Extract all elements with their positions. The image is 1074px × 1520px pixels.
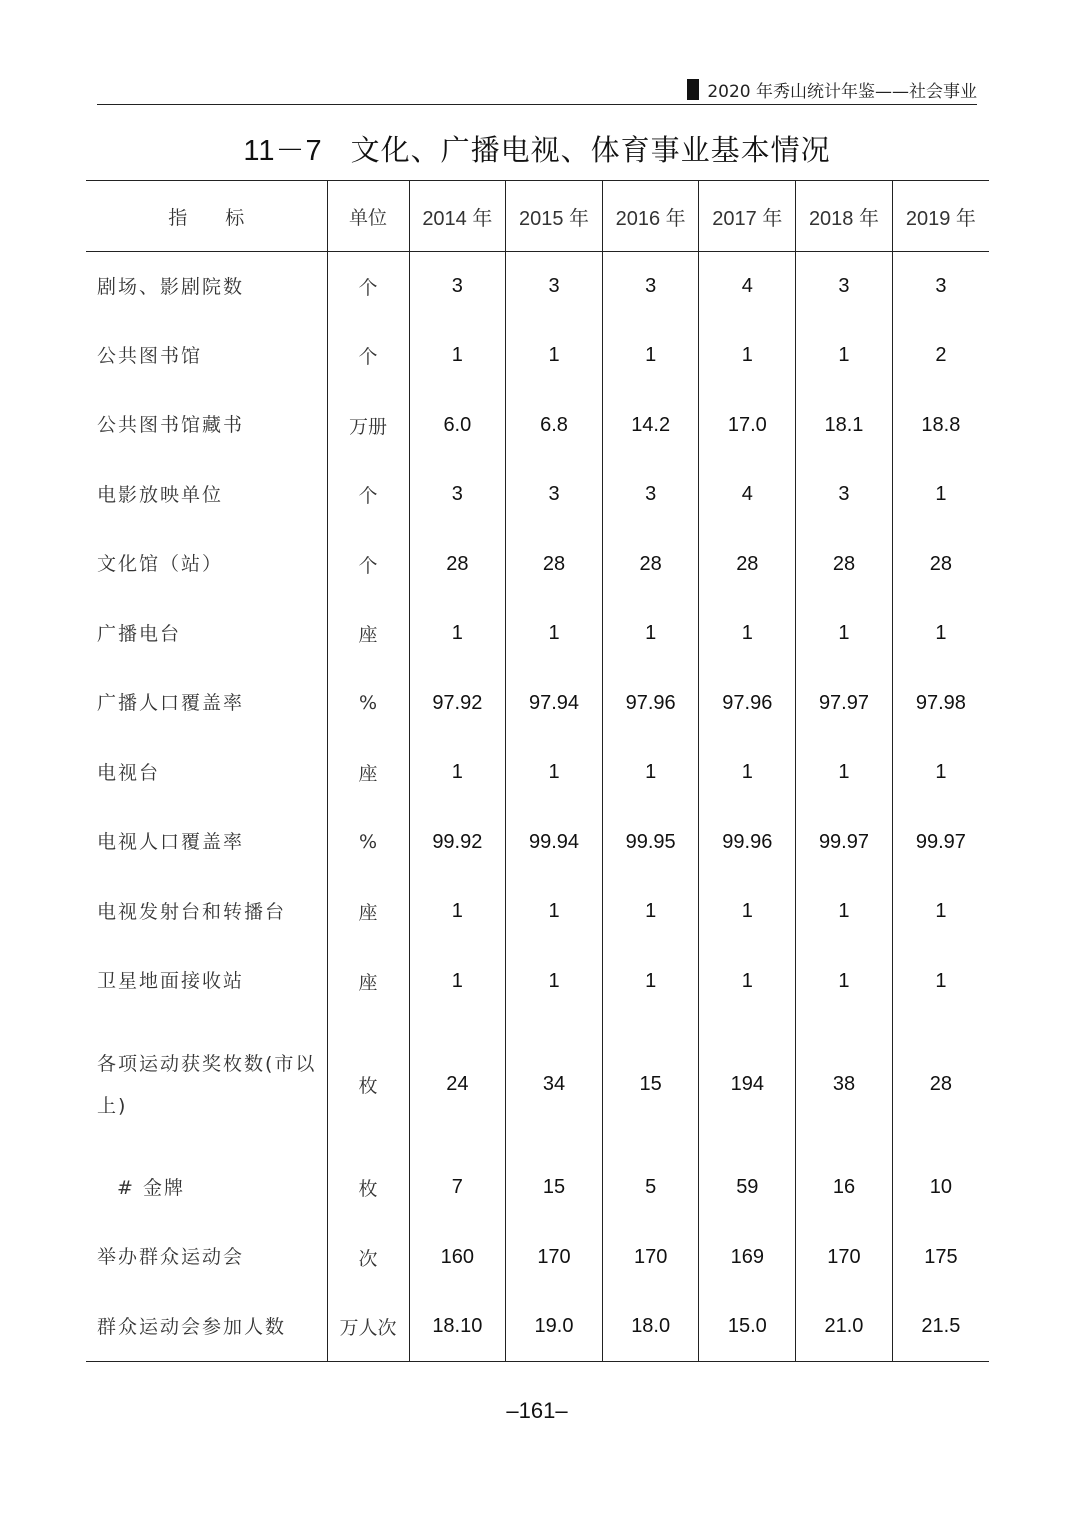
cell-value: 18.1 (796, 391, 893, 461)
table-row (86, 738, 989, 808)
row-unit: % (327, 808, 409, 878)
cell-value: 4 (699, 460, 796, 530)
row-label: 电视发射台和转播台 (97, 900, 287, 923)
cell-value: 3 (506, 460, 603, 530)
row-label: 公共图书馆 (97, 344, 203, 367)
table-row (86, 460, 989, 530)
row-label-cell (86, 1153, 327, 1223)
cell-value: 3 (796, 460, 893, 530)
header-marker-block (687, 79, 699, 100)
table-row (86, 321, 989, 391)
cell-value: 170 (796, 1223, 893, 1293)
cell-value: 2 (892, 321, 989, 391)
cell-value: 1 (699, 321, 796, 391)
cell-value: 18.10 (409, 1292, 506, 1362)
cell-value: 1 (796, 947, 893, 1017)
row-label: 电影放映单位 (97, 483, 224, 506)
cell-value: 99.94 (506, 808, 603, 878)
cell-value: 3 (796, 252, 893, 322)
table-row (86, 391, 989, 461)
cell-value: 38 (796, 1016, 893, 1153)
row-unit: 万册 (327, 391, 409, 461)
cell-value: 15 (602, 1016, 699, 1153)
cell-value: 1 (892, 947, 989, 1017)
column-header-year: 2015 年 (506, 181, 603, 252)
table-row (86, 877, 989, 947)
cell-value: 14.2 (602, 391, 699, 461)
table-row (86, 530, 989, 600)
cell-value: 1 (602, 321, 699, 391)
row-unit: 座 (327, 599, 409, 669)
cell-value: 99.97 (892, 808, 989, 878)
row-label: 举办群众运动会 (97, 1246, 245, 1269)
row-unit: 座 (327, 738, 409, 808)
row-label: 电视台 (97, 761, 161, 784)
cell-value: 1 (409, 321, 506, 391)
row-unit: 枚 (327, 1016, 409, 1153)
table-title (0, 128, 1074, 169)
cell-value: 1 (506, 877, 603, 947)
cell-value: 21.0 (796, 1292, 893, 1362)
row-unit: 次 (327, 1223, 409, 1293)
cell-value: 99.92 (409, 808, 506, 878)
row-unit: 个 (327, 460, 409, 530)
cell-value: 1 (506, 599, 603, 669)
cell-value: 59 (699, 1153, 796, 1223)
table-row (86, 669, 989, 739)
table-row (86, 252, 989, 322)
cell-value: 1 (602, 599, 699, 669)
column-header-unit: 单位 (327, 181, 409, 252)
cell-value: 1 (796, 877, 893, 947)
cell-value: 3 (409, 252, 506, 322)
table-header-row (86, 181, 989, 252)
cell-value: 1 (602, 877, 699, 947)
cell-value: 99.95 (602, 808, 699, 878)
cell-value: 170 (602, 1223, 699, 1293)
statistics-table (86, 180, 989, 1362)
row-label: 公共图书馆藏书 (97, 414, 245, 437)
row-unit: 座 (327, 947, 409, 1017)
cell-value: 17.0 (699, 391, 796, 461)
cell-value: 15.0 (699, 1292, 796, 1362)
cell-value: 28 (602, 530, 699, 600)
cell-value: 194 (699, 1016, 796, 1153)
cell-value: 24 (409, 1016, 506, 1153)
cell-value: 16 (796, 1153, 893, 1223)
cell-value: 1 (892, 599, 989, 669)
cell-value: 1 (699, 738, 796, 808)
table-row (86, 1016, 989, 1153)
row-label: 广播人口覆盖率 (97, 692, 245, 715)
cell-value: 1 (409, 599, 506, 669)
cell-value: 1 (796, 321, 893, 391)
cell-value: 1 (409, 738, 506, 808)
table-row (86, 1153, 989, 1223)
cell-value: 28 (699, 530, 796, 600)
row-unit: 个 (327, 530, 409, 600)
cell-value: 18.8 (892, 391, 989, 461)
table-title-text: 文化、广播电视、体育事业基本情况 (350, 133, 831, 167)
header-text: 2020 年秀山统计年鉴——社会事业 (707, 81, 977, 102)
cell-value: 21.5 (892, 1292, 989, 1362)
row-label: 卫星地面接收站 (97, 970, 245, 993)
cell-value: 3 (602, 252, 699, 322)
cell-value: 99.96 (699, 808, 796, 878)
cell-value: 1 (506, 738, 603, 808)
cell-value: 7 (409, 1153, 506, 1223)
cell-value: 28 (892, 530, 989, 600)
cell-value: 1 (409, 877, 506, 947)
cell-value: 1 (699, 599, 796, 669)
cell-value: 5 (602, 1153, 699, 1223)
row-unit: % (327, 669, 409, 739)
cell-value: 3 (892, 252, 989, 322)
page-number: –161– (506, 1398, 568, 1423)
table-row (86, 1292, 989, 1362)
cell-value: 28 (506, 530, 603, 600)
row-label: 电视人口覆盖率 (97, 831, 245, 854)
cell-value: 1 (892, 877, 989, 947)
row-label: 群众运动会参加人数 (86, 1292, 327, 1362)
row-label: 文化馆（站） (97, 553, 224, 576)
table-row (86, 808, 989, 878)
cell-value: 28 (892, 1016, 989, 1153)
cell-value: 18.0 (602, 1292, 699, 1362)
row-label: # 金牌 (117, 1176, 185, 1199)
cell-value: 97.96 (602, 669, 699, 739)
column-header-year: 2014 年 (409, 181, 506, 252)
row-label: 各项运动获奖枚数(市以上) (97, 1052, 317, 1117)
cell-value: 175 (892, 1223, 989, 1293)
cell-value: 1 (892, 460, 989, 530)
table-number: 11－7 (243, 135, 323, 167)
table-row (86, 947, 989, 1017)
cell-value: 1 (796, 599, 893, 669)
row-unit: 枚 (327, 1153, 409, 1223)
cell-value: 1 (699, 947, 796, 1017)
cell-value: 6.0 (409, 391, 506, 461)
table-row (86, 1223, 989, 1293)
column-header-year: 2016 年 (602, 181, 699, 252)
table-row (86, 599, 989, 669)
cell-value: 15 (506, 1153, 603, 1223)
running-header (97, 74, 977, 105)
cell-value: 19.0 (506, 1292, 603, 1362)
cell-value: 169 (699, 1223, 796, 1293)
column-header-year: 2019 年 (892, 181, 989, 252)
column-header-indicator: 指 标 (86, 181, 327, 252)
row-label: 剧场、影剧院数 (97, 275, 245, 298)
cell-value: 97.96 (699, 669, 796, 739)
row-unit: 座 (327, 877, 409, 947)
cell-value: 1 (892, 738, 989, 808)
cell-value: 3 (506, 252, 603, 322)
cell-value: 1 (409, 947, 506, 1017)
cell-value: 6.8 (506, 391, 603, 461)
cell-value: 1 (506, 321, 603, 391)
cell-value: 1 (796, 738, 893, 808)
cell-value: 3 (409, 460, 506, 530)
cell-value: 1 (699, 877, 796, 947)
cell-value: 34 (506, 1016, 603, 1153)
column-header-year: 2018 年 (796, 181, 893, 252)
row-unit: 个 (327, 252, 409, 322)
cell-value: 28 (796, 530, 893, 600)
column-header-year: 2017 年 (699, 181, 796, 252)
cell-value: 97.98 (892, 669, 989, 739)
cell-value: 99.97 (796, 808, 893, 878)
cell-value: 3 (602, 460, 699, 530)
cell-value: 97.94 (506, 669, 603, 739)
row-unit: 万人次 (327, 1292, 409, 1362)
cell-value: 97.92 (409, 669, 506, 739)
cell-value: 97.97 (796, 669, 893, 739)
cell-value: 10 (892, 1153, 989, 1223)
row-label: 广播电台 (97, 622, 182, 645)
cell-value: 1 (602, 947, 699, 1017)
cell-value: 28 (409, 530, 506, 600)
cell-value: 1 (506, 947, 603, 1017)
cell-value: 170 (506, 1223, 603, 1293)
cell-value: 1 (602, 738, 699, 808)
row-unit: 个 (327, 321, 409, 391)
cell-value: 4 (699, 252, 796, 322)
cell-value: 160 (409, 1223, 506, 1293)
